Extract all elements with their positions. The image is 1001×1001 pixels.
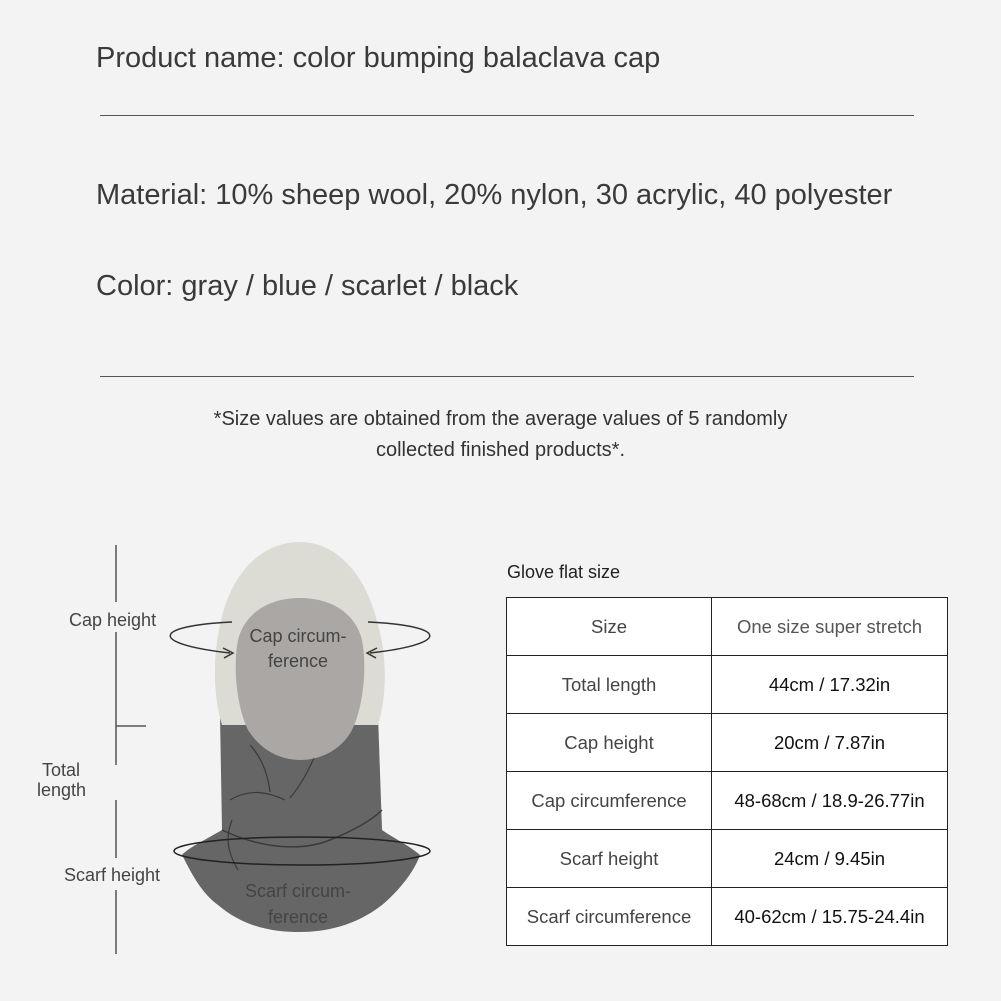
table-cell-value: 20cm / 7.87in [712,714,948,772]
table-cell-value: 44cm / 17.32in [712,656,948,714]
label-scarf-circumference-2: ference [267,907,329,927]
label-scarf-height: Scarf height [64,865,161,885]
table-cell-value: One size super stretch [712,598,948,656]
product-name: Product name: color bumping balaclava cap [96,42,661,74]
table-title: Glove flat size [507,562,621,582]
balaclava-diagram [0,530,470,970]
table-row [507,714,948,772]
table-cell-value: 40-62cm / 15.75-24.4in [712,888,948,946]
table-row [507,656,948,714]
size-note-line-2: collected finished products*. [375,439,626,461]
label-cap-circumference-1: Cap circum- [249,626,347,646]
table-row [507,598,948,656]
label-cap-circumference-2: ference [267,651,329,671]
table-cell-label: Scarf height [507,830,712,888]
label-cap-height: Cap height [69,610,157,630]
label-total-length-2: length [37,780,87,800]
size-note-line-1: *Size values are obtained from the average values of 5 randomly [213,408,788,430]
table-cell-label: Cap height [507,714,712,772]
table-cell-label: Scarf circumference [507,888,712,946]
color-text: Color: gray / blue / scarlet / black [96,270,519,302]
table-cell-label: Cap circumference [507,772,712,830]
table-cell-value: 48-68cm / 18.9-26.77in [712,772,948,830]
table-cell-value: 24cm / 9.45in [712,830,948,888]
divider-middle [100,376,914,377]
table-cell-label: Size [507,598,712,656]
table-row [507,772,948,830]
label-scarf-circumference-1: Scarf circum- [244,881,352,901]
face-opening [236,598,365,760]
table-row [507,830,948,888]
table-cell-label: Total length [507,656,712,714]
table-row [507,888,948,946]
label-total-length-1: Total [42,760,81,780]
divider-top [100,115,914,116]
size-table [506,597,948,946]
material-text: Material: 10% sheep wool, 20% nylon, 30 acrylic, 40 polyester [96,179,893,211]
